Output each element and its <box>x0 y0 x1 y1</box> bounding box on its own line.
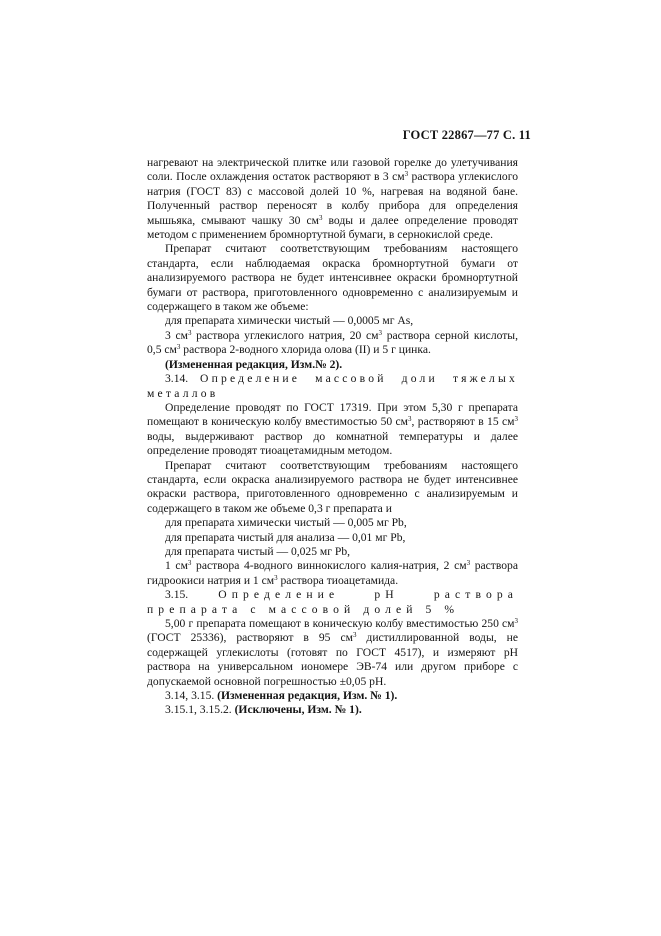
paragraph-arsenic-reagents: 3 $см^3$ раствора углекислого натрия, 20 $см^3$ раствора серной кислоты, 0,5 $см^3$ раствора 2-водного хлорида олова (II) и 5 г цинка. <box>147 328 518 357</box>
amendment-note-2: (Измененная редакция, Изм.№ 2). <box>165 357 343 371</box>
paragraph-arsenic-criteria: Препарат считают соответствующим требованиям настоящего стандарта, если наблюдаемая окраска бромнортутной бумаги от анализируемого раствора не будет интенсивнее окраски бромнортутной бумаги от раствора, приготовленного одновременно с анализируемым и содержащего в таком же объеме: <box>147 242 518 314</box>
paragraph-arsenic-limit: для препарата химически чистый — 0,0005 мг As, <box>165 314 414 328</box>
section-3-14-heading: 3.14. Определение массовой доли тяжелых металлов <box>147 372 518 400</box>
section-3-15-heading: 3.15. Определение pH раствора препарата с массовой долей 5 % <box>147 588 518 616</box>
amendment-note-1: 3.14, 3.15. (Измененная редакция, Изм. № 1). <box>165 689 398 703</box>
paragraph-heavy-metals-criteria: Препарат считают соответствующим требованиям настоящего стандарта, если окраска анализируемого раствора не будет интенсивнее окраски раствора, приготовленного одновременно с анализируемым и содержащего в таком же объеме 0,3 г препарата и <box>147 458 518 515</box>
paragraph-pb-limit-3: для препарата чистый — 0,025 мг Pb, <box>165 544 351 558</box>
paragraph-pb-limit-2: для препарата чистый для анализа — 0,01 мг Pb, <box>165 530 406 544</box>
paragraph-pb-limit-1: для препарата химически чистый — 0,005 мг Pb, <box>165 516 407 530</box>
paragraph-heavy-metals-reagents: 1 $см^3$ раствора 4-водного виннокислого калия-натрия, 2 $см^3$ раствора гидроокиси натрия и 1 $см^3$ раствора тиоацетамида. <box>147 559 518 587</box>
page-header: ГОСТ 22867—77 С. 11 <box>402 128 531 142</box>
paragraph-arsenic-procedure: нагревают на электрической плитке или газовой горелке до улетучивания соли. После охлаждения остаток растворяют в 3 $см^3$ раствора углекислого натрия (ГОСТ 83) с массовой долей 10 %, нагревая на водяной бане. Полученный раствор переносят в колбу прибора для определения мышьяка, смывают чашку 30 $см^3$ воды и далее определение проводят методом с применением бромнортутной бумаги, в сернокислой среде. <box>147 156 518 242</box>
document-body <box>147 156 518 718</box>
excluded-note: 3.15.1, 3.15.2. (Исключены, Изм. № 1). <box>165 703 362 717</box>
paragraph-ph-procedure: 5,00 г препарата помещают в коническую колбу вместимостью 250 $см^3$ (ГОСТ 25336), растворяют в 95 $см^3$ дистиллированной воды, не содержащей углекислоты (готовят по ГОСТ 4517), и измеряют pH раствора на универсальном иономере ЭВ-74 или другом приборе с допускаемой основной погрешностью ±0,05 pH. <box>147 617 518 688</box>
paragraph-heavy-metals-procedure: Определение проводят по ГОСТ 17319. При этом 5,30 г препарата помещают в коническую колбу вместимостью 50 $см^3$, растворяют в 15 $см^3$ воды, выдерживают раствор до комнатной температуры и далее определение проводят тиоацетамидным методом. <box>147 400 518 458</box>
